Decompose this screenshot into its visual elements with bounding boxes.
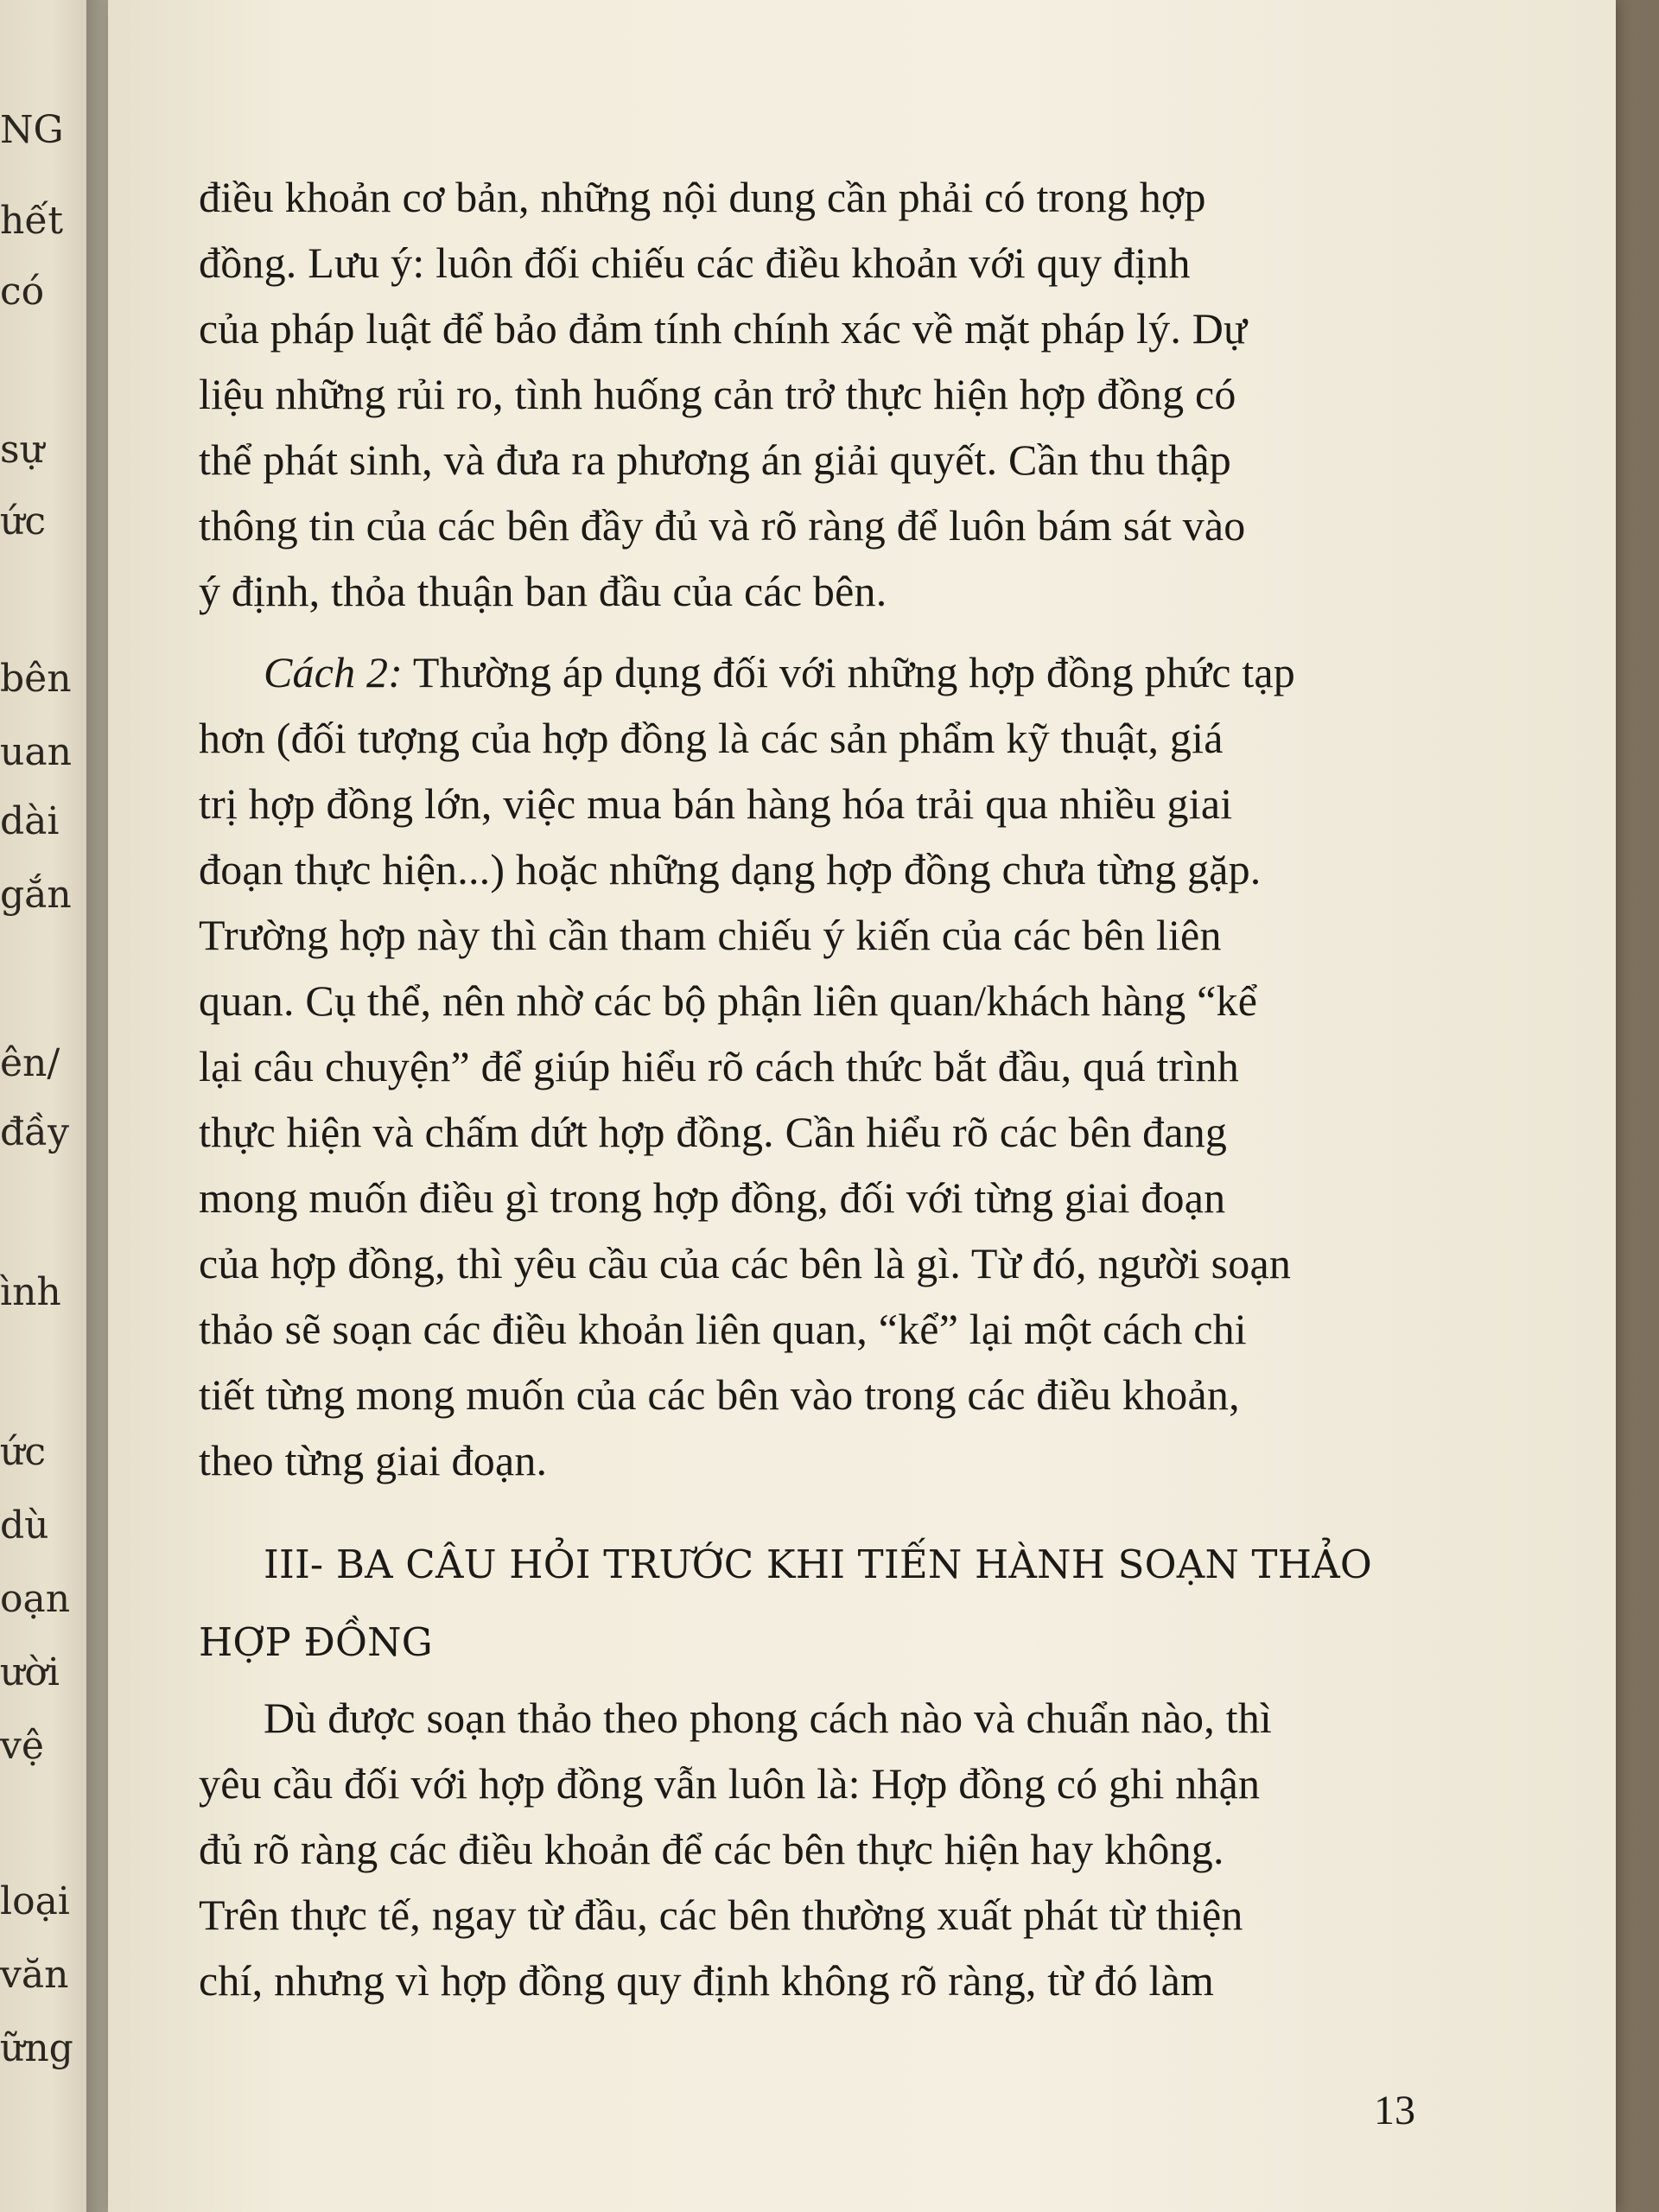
text-line: đồng. Lưu ý: luôn đối chiếu các điều khoản với quy định [199,238,1191,287]
text-line: thể phát sinh, và đưa ra phương án giải quyết. Cần thu thập [199,435,1231,484]
left-page-fragment: gắn [0,873,72,917]
left-page-fragment: ững [0,2026,73,2070]
left-page-fragment: có [0,270,45,314]
left-page-fragment: ười [0,1650,60,1694]
text-line: trị hợp đồng lớn, việc mua bán hàng hóa trải qua nhiều giai [199,779,1233,828]
text-line: lại câu chuyện” để giúp hiểu rõ cách thức bắt đầu, quá trình [199,1042,1239,1090]
left-page-fragment: hết [0,199,64,243]
text-line: thông tin của các bên đầy đủ và rõ ràng để luôn bám sát vào [199,501,1246,550]
text-line: mong muốn điều gì trong hợp đồng, đối với từng giai đoạn [199,1173,1226,1222]
text-line: yêu cầu đối với hợp đồng vẫn luôn là: Hợp đồng có ghi nhận [199,1759,1261,1808]
text-line: đủ rõ ràng các điều khoản để các bên thực hiện hay không. [199,1825,1224,1873]
method-label: Cách 2: [264,648,404,696]
text-line: quan. Cụ thể, nên nhờ các bộ phận liên quan/khách hàng “kể [199,976,1258,1025]
heading-line: III- BA CÂU HỎI TRƯỚC KHI TIẾN HÀNH SOẠN THẢO [264,1541,1372,1587]
left-page-fragment: sự [0,428,44,472]
text-line: của pháp luật để bảo đảm tính chính xác về mặt pháp lý. Dự [199,304,1248,353]
paragraph-1 [199,164,1525,624]
text-line: liệu những rủi ro, tình huống cản trở thực hiện hợp đồng có [199,370,1236,418]
left-page-fragment: ức [0,499,46,543]
left-page-fragment: loại [0,1879,70,1923]
text-line: Dù được soạn thảo theo phong cách nào và chuẩn nào, thì [264,1694,1272,1742]
left-page-fragment: NG [0,108,64,152]
left-page-fragment: văn [0,1953,69,1997]
text-line-rest: Thường áp dụng đối với những hợp đồng phức tạp [403,648,1296,696]
left-page-fragment: vệ [0,1724,44,1768]
text-line [199,639,1525,705]
text-line: thảo sẽ soạn các điều khoản liên quan, “kể” lại một cách chi [199,1305,1247,1353]
paragraph-3 [199,1685,1525,2013]
text-line: đoạn thực hiện...) hoặc những dạng hợp đồng chưa từng gặp. [199,845,1262,893]
book-page [108,0,1616,2212]
left-page-fragment: đầy [0,1110,69,1154]
text-line: chí, nhưng vì hợp đồng quy định không rõ ràng, từ đó làm [199,1956,1215,2005]
text-line: điều khoản cơ bản, những nội dung cần phải có trong hợp [199,173,1206,221]
text-line: của hợp đồng, thì yêu cầu của các bên là gì. Từ đó, người soạn [199,1239,1292,1287]
text-line: theo từng giai đoạn. [199,1436,548,1484]
text-line: thực hiện và chấm dứt hợp đồng. Cần hiểu rõ các bên đang [199,1108,1228,1156]
text-line: ý định, thỏa thuận ban đầu của các bên. [199,567,887,615]
page-number: 13 [1374,2088,1415,2133]
paragraph-2 [199,639,1525,1493]
text-line: hơn (đối tượng của hợp đồng là các sản phẩm kỹ thuật, giá [199,714,1224,762]
left-page-fragment: oạn [0,1577,71,1621]
left-page-fragment: ình [0,1270,61,1314]
text-line: Trường hợp này thì cần tham chiếu ý kiến của các bên liên [199,911,1222,959]
page-body-text [199,164,1525,2013]
text-line: tiết từng mong muốn của các bên vào trong các điều khoản, [199,1370,1240,1419]
heading-line: HỢP ĐỒNG [199,1619,433,1665]
left-page-fragment: uan [0,730,72,774]
section-heading [199,1526,1525,1681]
left-page-fragment: dài [0,799,60,843]
left-page-fragment: ên/ [0,1041,60,1085]
left-page-fragment: ức [0,1430,46,1474]
left-page-fragment: bên [0,657,72,701]
left-page-fragment: dù [0,1503,49,1548]
text-line: Trên thực tế, ngay từ đầu, các bên thường xuất phát từ thiện [199,1891,1243,1939]
